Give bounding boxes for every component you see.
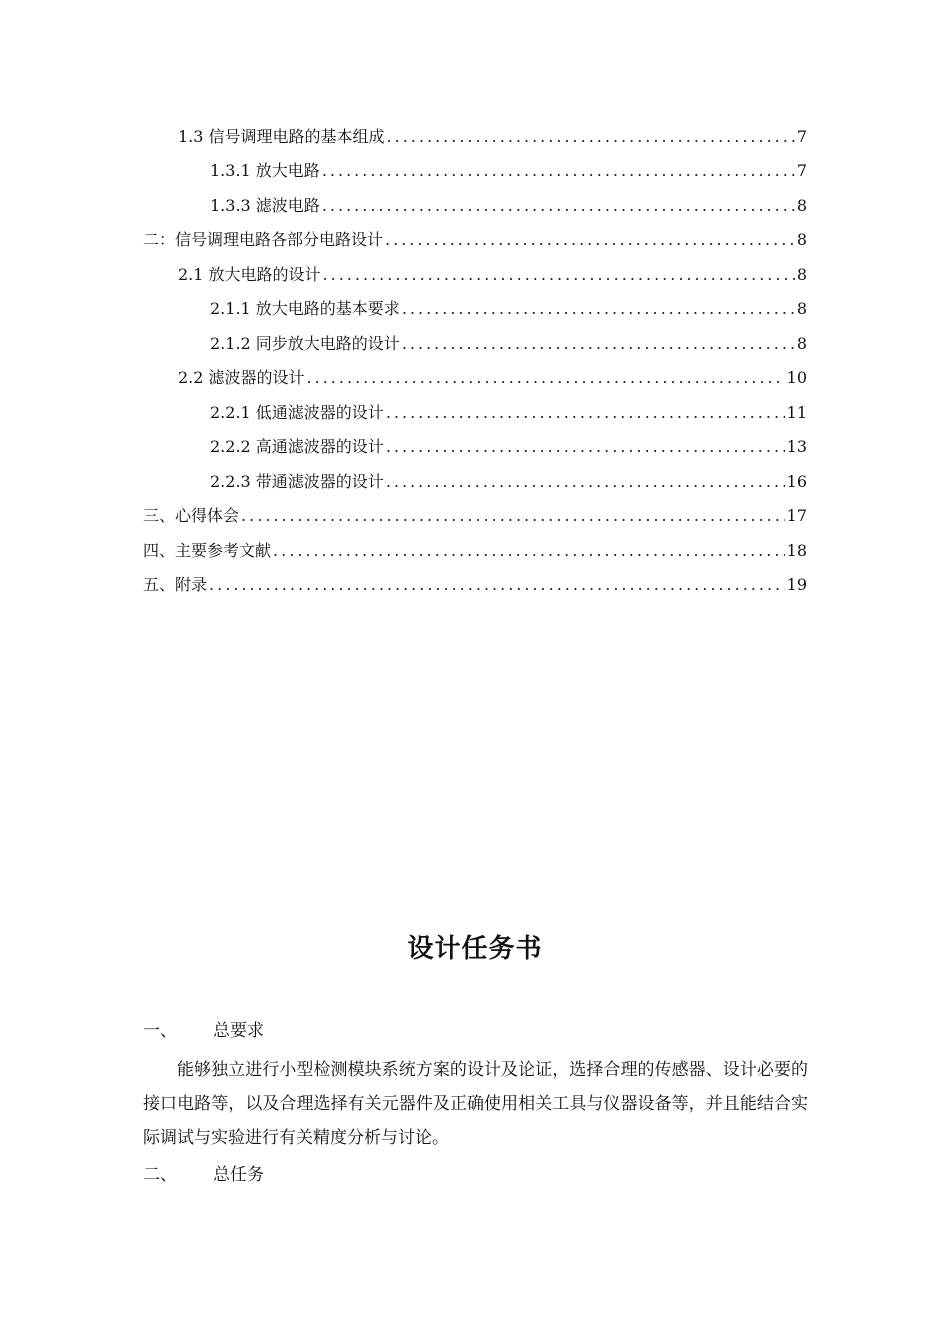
toc-entry[interactable] (143, 227, 807, 253)
toc-leader-dots (386, 400, 785, 426)
section-heading-general-requirements (143, 1018, 264, 1044)
toc-entry-title: 1.3 信号调理电路的基本组成 (178, 127, 385, 146)
toc-entry-title: 五、附录 (143, 575, 208, 594)
toc-leader-dots (241, 503, 785, 529)
toc-entry[interactable] (143, 503, 807, 529)
section-heading-general-task (143, 1162, 264, 1188)
toc-leader-dots (386, 434, 785, 460)
toc-entry-title: 2.1 放大电路的设计 (178, 265, 321, 284)
toc-entry-page: 19 (786, 575, 807, 594)
toc-leader-dots (385, 227, 795, 253)
section-title: 总要求 (213, 1021, 264, 1041)
toc-entry[interactable] (210, 158, 807, 184)
toc-entry-page: 18 (786, 541, 807, 560)
toc-entry-title: 三、心得体会 (143, 506, 240, 525)
body-paragraph: 能够独立进行小型检测模块系统方案的设计及论证，选择合理的传感器、设计必要的接口电路等，以及合理选择有关元器件及正确使用相关工具与仪器设备等，并且能结合实际调试与实验进行有关精度分析与讨论。 (143, 1060, 808, 1148)
toc-entry-page: 7 (796, 161, 807, 180)
toc-entry[interactable] (210, 434, 807, 460)
toc-entry-page: 7 (796, 127, 807, 146)
toc-entry[interactable] (143, 538, 807, 564)
toc-entry-title: 二：信号调理电路各部分电路设计 (143, 230, 384, 249)
toc-entry-title: 2.2 滤波器的设计 (178, 368, 305, 387)
toc-entry[interactable] (143, 572, 807, 598)
toc-entry[interactable] (210, 469, 807, 495)
toc-entry[interactable] (210, 296, 807, 322)
toc-leader-dots (402, 331, 795, 357)
task-book-heading: 设计任务书 (407, 934, 543, 964)
toc-entry-title: 2.2.3 带通滤波器的设计 (210, 472, 384, 491)
toc-entry[interactable] (178, 124, 807, 150)
toc-entry-page: 8 (796, 230, 807, 249)
toc-leader-dots (322, 158, 795, 184)
toc-entry-title: 2.2.2 高通滤波器的设计 (210, 437, 384, 456)
toc-entry-page: 8 (796, 196, 807, 215)
toc-entry[interactable] (210, 400, 807, 426)
toc-leader-dots (323, 262, 795, 288)
toc-leader-dots (273, 538, 785, 564)
toc-entry-title: 2.1.1 放大电路的基本要求 (210, 299, 400, 318)
toc-entry[interactable] (210, 193, 807, 219)
toc-entry[interactable] (210, 331, 807, 357)
toc-entry-page: 11 (786, 403, 807, 422)
toc-entry-title: 1.3.1 放大电路 (210, 161, 320, 180)
toc-entry[interactable] (178, 262, 807, 288)
toc-entry-title: 1.3.3 滤波电路 (210, 196, 320, 215)
toc-entry[interactable] (178, 365, 807, 391)
toc-entry-title: 2.2.1 低通滤波器的设计 (210, 403, 384, 422)
toc-leader-dots (322, 193, 795, 219)
toc-entry-title: 2.1.2 同步放大电路的设计 (210, 334, 400, 353)
section-title: 总任务 (213, 1165, 264, 1185)
section-number: 二、 (143, 1165, 177, 1185)
toc-entry-page: 13 (786, 437, 807, 456)
section-number: 一、 (143, 1021, 177, 1041)
toc-leader-dots (307, 365, 785, 391)
toc-entry-page: 17 (786, 506, 807, 525)
toc-leader-dots (402, 296, 795, 322)
toc-entry-page: 8 (796, 265, 807, 284)
toc-entry-page: 10 (786, 368, 807, 387)
toc-entry-page: 8 (796, 299, 807, 318)
toc-leader-dots (387, 124, 795, 150)
toc-entry-title: 四、主要参考文献 (143, 541, 272, 560)
toc-entry-page: 8 (796, 334, 807, 353)
toc-leader-dots (386, 469, 785, 495)
toc-leader-dots (209, 572, 785, 598)
toc-entry-page: 16 (786, 472, 807, 491)
